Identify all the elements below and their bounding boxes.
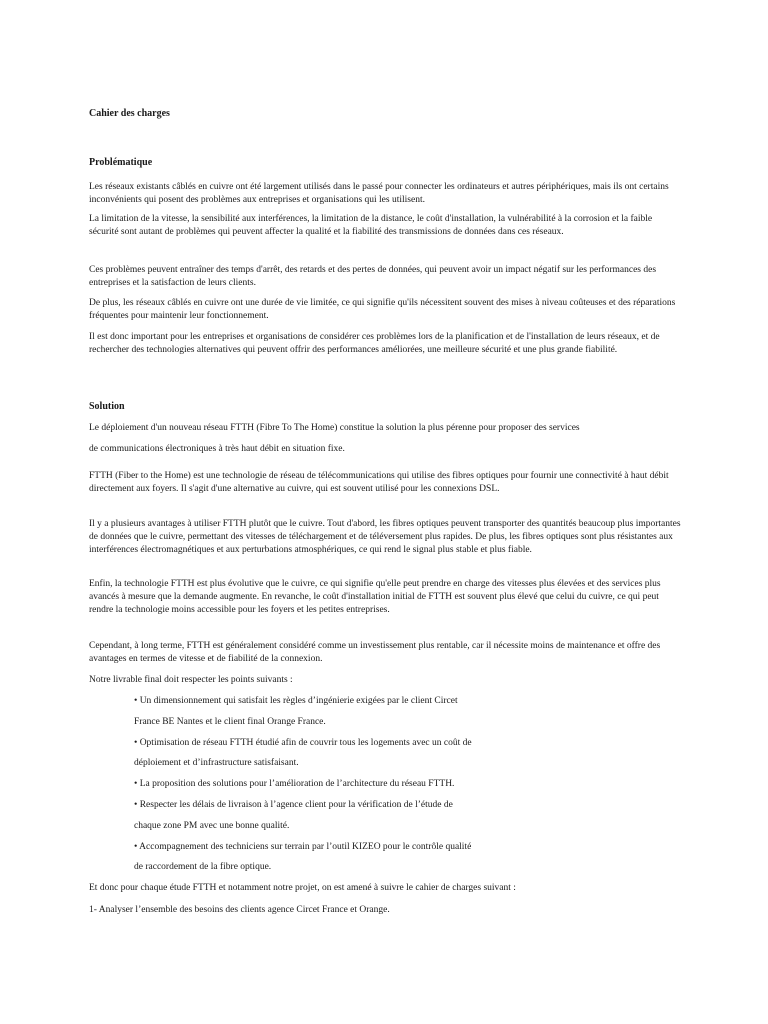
problem-paragraph-4: De plus, les réseaux câblés en cuivre ont une durée de vie limitée, ce qui signifie qu'ils nécessitent souvent des mises à niveau coûteuses et des réparations fréquentes pour maintenir leur fonctionnement. xyxy=(89,298,676,322)
bullet-line-8: • Accompagnement des techniciens sur terrain par l’outil KIZEO pour le contrôle qualité xyxy=(134,842,472,852)
bullet-line-7: chaque zone PM avec une bonne qualité. xyxy=(134,821,290,831)
solution-paragraph-1: FTTH (Fiber to the Home) est une technologie de réseau de télécommunications qui utilise des fibres optiques pour fournir une connectivité à haut débit directement aux foyers. Il s'agit d'une alternative au cuivre, qui est souvent utilisé pour les connexions DSL. xyxy=(89,471,669,495)
problem-paragraph-2: La limitation de la vitesse, la sensibilité aux interférences, la limitation de la distance, le coût d'installation, la vulnérabilité à la corrosion et la faible sécurité sont autant de problèmes qui peuvent affecter la qualité et la fiabilité des transmissions de données dans ces réseaux. xyxy=(89,214,653,238)
problem-heading: Problématique xyxy=(89,157,153,168)
problem-paragraph-5: Il est donc important pour les entreprises et organisations de considérer ces problèmes lors de la planification et de l'installation de leurs réseaux, et de rechercher des technologies alternatives qui peuvent offrir des performances améliorées, une meilleure sécurité et une plus grande fiabilité. xyxy=(89,332,660,356)
bullet-line-3: • Optimisation de réseau FTTH étudié afin de couvrir tous les logements avec un coût de xyxy=(134,738,472,748)
bullet-line-6: • Respecter les délais de livraison à l’agence client pour la vérification de l’étude de xyxy=(134,800,453,810)
closing-line: Et donc pour chaque étude FTTH et notamment notre projet, on est amené à suivre le cahier de charges suivant : xyxy=(89,883,516,893)
solution-paragraph-3: Enfin, la technologie FTTH est plus évolutive que le cuivre, ce qui signifie qu'elle peut prendre en charge des vitesses plus élevées et des services plus avancés à mesure que la demande augmente. En revanche, le coût d'installation initial de FTTH est souvent plus élevé que celui du cuivre, ce qui peut rendre la technologie moins accessible pour les foyers et les petites entreprises. xyxy=(89,579,661,616)
document-title: Cahier des charges xyxy=(89,108,170,119)
bullet-line-1: • Un dimensionnement qui satisfait les règles d’ingénierie exigées par le client Circet xyxy=(134,696,458,706)
problem-paragraph-3: Ces problèmes peuvent entraîner des temps d'arrêt, des retards et des pertes de données, qui peuvent avoir un impact négatif sur les performances des entreprises et la satisfaction de leurs clients. xyxy=(89,265,657,289)
solution-intro-line-2: de communications électroniques à très haut débit en situation fixe. xyxy=(89,444,345,454)
solution-paragraph-2: Il y a plusieurs avantages à utiliser FTTH plutôt que le cuivre. Tout d'abord, les fibres optiques peuvent transporter des quantités beaucoup plus importantes de données que le cuivre, permettant des vitesses de téléchargement et de téléversement plus rapides. De plus, les fibres optiques sont plus résistantes aux interférences électromagnétiques et aux perturbations atmosphériques, ce qui rend le signal plus stable et plus fiable. xyxy=(89,519,681,556)
bullet-line-2: France BE Nantes et le client final Orange France. xyxy=(134,717,326,727)
deliverable-intro: Notre livrable final doit respecter les points suivants : xyxy=(89,675,293,685)
solution-intro-line-1: Le déploiement d'un nouveau réseau FTTH (Fibre To The Home) constitue la solution la plus pérenne pour proposer des services xyxy=(89,423,580,433)
bullet-line-9: de raccordement de la fibre optique. xyxy=(134,862,272,872)
first-numbered-item: 1- Analyser l’ensemble des besoins des clients agence Circet France et Orange. xyxy=(89,905,390,915)
bullet-line-5: • La proposition des solutions pour l’amélioration de l’architecture du réseau FTTH. xyxy=(134,779,455,789)
bullet-line-4: déploiement et d’infrastructure satisfaisant. xyxy=(134,758,299,768)
solution-heading: Solution xyxy=(89,401,125,412)
problem-paragraph-1: Les réseaux existants câblés en cuivre ont été largement utilisés dans le passé pour connecter les ordinateurs et autres périphériques, mais ils ont certains inconvénients qui posent des problèmes aux entreprises et organisations qui les utilisent. xyxy=(89,182,669,206)
solution-paragraph-4: Cependant, à long terme, FTTH est généralement considéré comme un investissement plus rentable, car il nécessite moins de maintenance et offre des avantages en termes de vitesse et de fiabilité de la connexion. xyxy=(89,641,661,665)
